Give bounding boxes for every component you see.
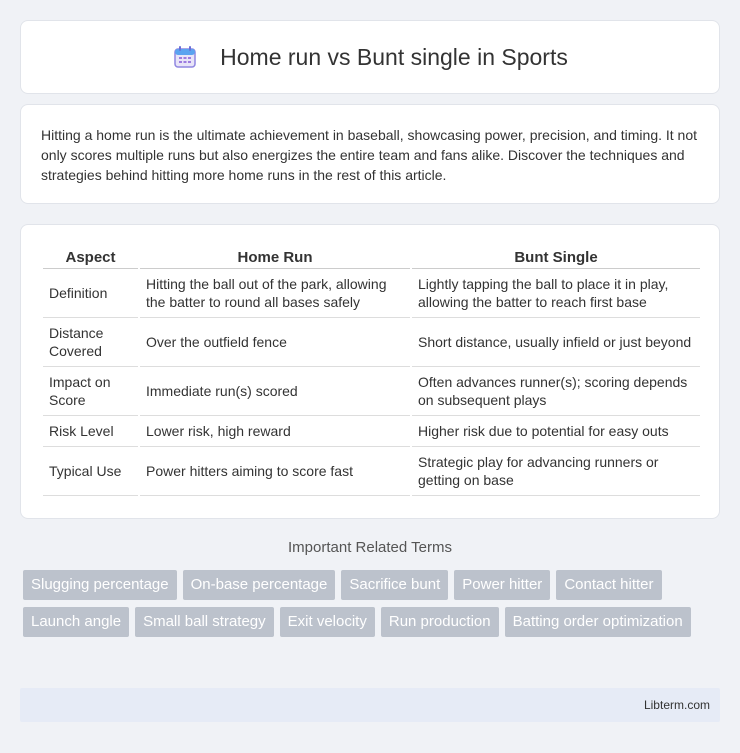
table-cell: Lightly tapping the ball to place it in play, allowing the batter to reach first base	[411, 269, 700, 318]
table-cell: Immediate run(s) scored	[139, 367, 411, 416]
column-header-aspect: Aspect	[43, 245, 139, 269]
table-cell: Power hitters aiming to score fast	[139, 447, 411, 496]
table-cell: Hitting the ball out of the park, allowing the batter to round all bases safely	[139, 269, 411, 318]
footer-site-link[interactable]: Libterm.com	[643, 698, 710, 712]
intro-text: Hitting a home run is the ultimate achievement in baseball, showcasing power, precision, and timing. It not only scores multiple runs but also energizes the entire team and fans alike. Discover the techniques and strategies behind hitting more home runs in the rest of this article.	[41, 127, 698, 183]
table-row	[43, 269, 700, 318]
table-header-row	[43, 245, 700, 269]
related-term-tag[interactable]: Contact hitter	[556, 570, 661, 600]
page-title: Home run vs Bunt single in Sports	[220, 43, 568, 70]
table-cell: Higher risk due to potential for easy outs	[411, 416, 700, 447]
related-terms-title: Important Related Terms	[288, 539, 452, 556]
table-row	[43, 367, 700, 416]
related-term-tag[interactable]: Run production	[381, 607, 499, 637]
table-cell: Often advances runner(s); scoring depends on subsequent plays	[411, 367, 700, 416]
table-cell: Lower risk, high reward	[139, 416, 411, 447]
table-cell: Over the outfield fence	[139, 318, 411, 367]
table-cell: Distance Covered	[43, 318, 139, 367]
related-term-tag[interactable]: Exit velocity	[280, 607, 375, 637]
related-term-tag[interactable]: Sacrifice bunt	[341, 570, 448, 600]
table-cell: Typical Use	[43, 447, 139, 496]
table-cell: Strategic play for advancing runners or getting on base	[411, 447, 700, 496]
related-term-tag[interactable]: Slugging percentage	[23, 570, 177, 600]
table-cell: Risk Level	[43, 416, 139, 447]
table-row	[43, 318, 700, 367]
related-term-tag[interactable]: Small ball strategy	[135, 607, 274, 637]
related-term-tag[interactable]: Launch angle	[23, 607, 129, 637]
column-header-bunt-single: Bunt Single	[411, 245, 700, 269]
footer	[20, 688, 720, 722]
calendar-icon	[172, 44, 198, 70]
table-cell: Short distance, usually infield or just beyond	[411, 318, 700, 367]
table-row	[43, 447, 700, 496]
table-row	[43, 416, 700, 447]
table-cell: Impact on Score	[43, 367, 139, 416]
related-term-tag[interactable]: On-base percentage	[183, 570, 336, 600]
related-terms-list	[23, 570, 723, 637]
comparison-card	[20, 224, 720, 519]
related-term-tag[interactable]: Batting order optimization	[505, 607, 691, 637]
column-header-home-run: Home Run	[139, 245, 411, 269]
title-card	[20, 20, 720, 94]
intro-card	[20, 104, 720, 204]
related-term-tag[interactable]: Power hitter	[454, 570, 550, 600]
table-cell: Definition	[43, 269, 139, 318]
comparison-table	[43, 245, 700, 496]
